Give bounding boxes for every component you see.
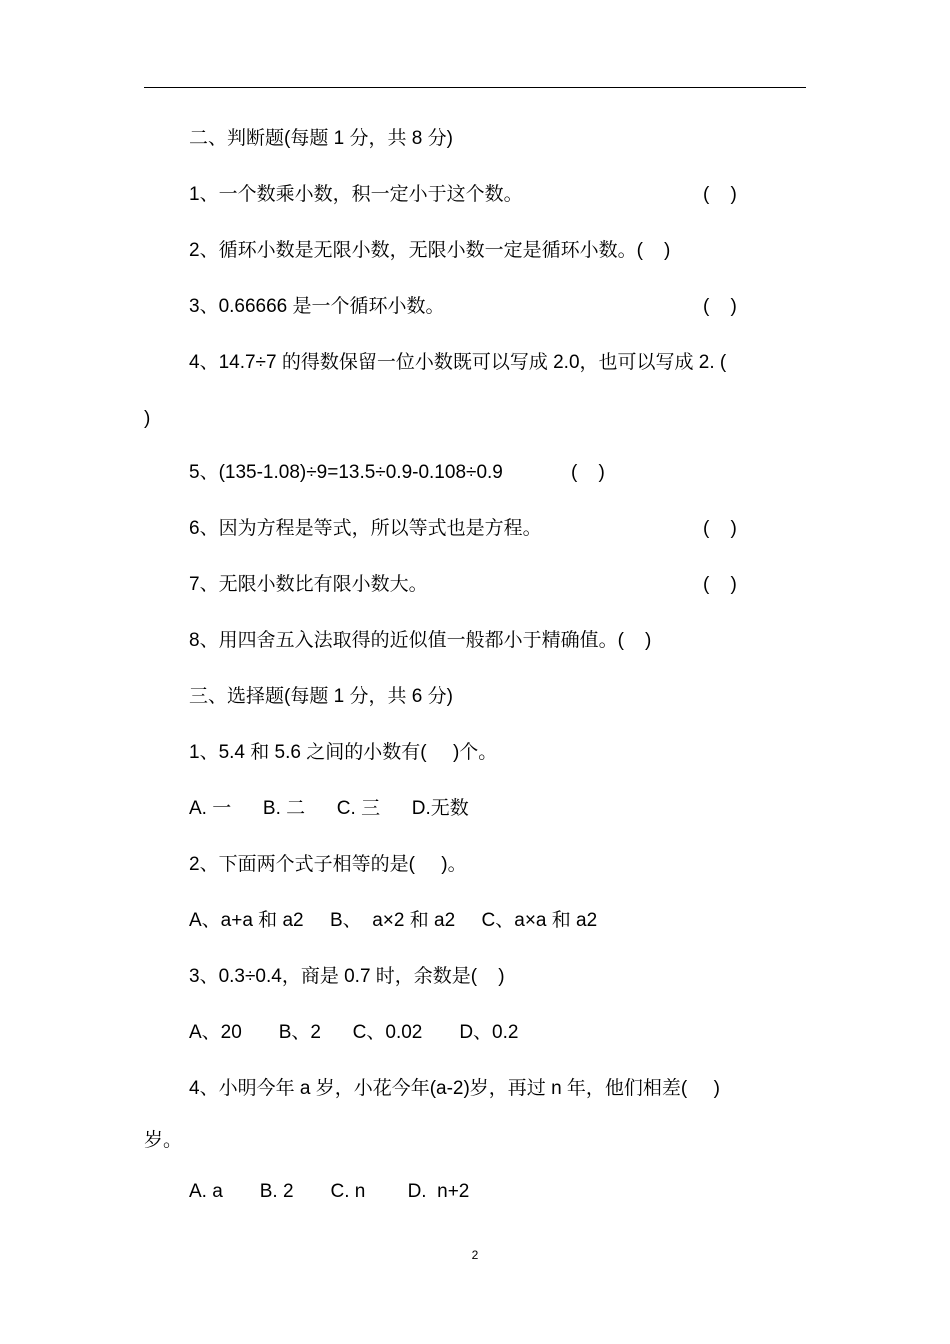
mc-question-4: 4、小明今年 a 岁，小花今年(a-2)岁，再过 n 年，他们相差( ) <box>189 1078 720 1099</box>
mc-question-1: 1、5.4 和 5.6 之间的小数有( )个。 <box>189 742 498 763</box>
mc-question-3-options: A、20 B、2 C、0.02 D、0.2 <box>189 1022 519 1043</box>
page-number: 2 <box>471 1248 479 1262</box>
tf-item-6: 6、因为方程是等式，所以等式也是方程。 <box>189 518 542 539</box>
mc-question-3: 3、0.3÷0.4，商是 0.7 时，余数是( ) <box>189 966 505 987</box>
tf-item-7-blank: ( ) <box>703 574 737 595</box>
tf-item-3-blank: ( ) <box>703 296 737 317</box>
mc-question-4-options: A. a B. 2 C. n D. n+2 <box>189 1181 470 1202</box>
tf-item-7: 7、无限小数比有限小数大。 <box>189 574 428 595</box>
tf-item-4: 4、14.7÷7 的得数保留一位小数既可以写成 2.0，也可以写成 2. ( <box>189 352 727 373</box>
tf-item-3: 3、0.66666 是一个循环小数。 <box>189 296 445 317</box>
header-rule <box>144 87 806 88</box>
tf-item-2: 2、循环小数是无限小数，无限小数一定是循环小数。( ) <box>189 240 671 261</box>
tf-item-8: 8、用四舍五入法取得的近似值一般都小于精确值。( ) <box>189 630 652 651</box>
mc-question-2: 2、下面两个式子相等的是( )。 <box>189 854 467 875</box>
section3-heading: 三、选择题(每题 1 分，共 6 分) <box>189 686 453 707</box>
tf-item-5-blank: ( ) <box>571 462 605 483</box>
section2-heading: 二、判断题(每题 1 分，共 8 分) <box>189 128 453 149</box>
tf-item-4-continuation: ) <box>144 408 151 429</box>
mc-question-1-options: A. 一 B. 二 C. 三 D.无数 <box>189 798 469 819</box>
tf-item-1: 1、一个数乘小数，积一定小于这个数。 <box>189 184 523 205</box>
tf-item-6-blank: ( ) <box>703 518 737 539</box>
tf-item-1-blank: ( ) <box>703 184 737 205</box>
mc-question-2-options: A、a+a 和 a2 B、 a×2 和 a2 C、a×a 和 a2 <box>189 910 598 931</box>
mc-question-4-continuation: 岁。 <box>144 1130 183 1151</box>
tf-item-5: 5、(135-1.08)÷9=13.5÷0.9-0.108÷0.9 <box>189 462 503 483</box>
